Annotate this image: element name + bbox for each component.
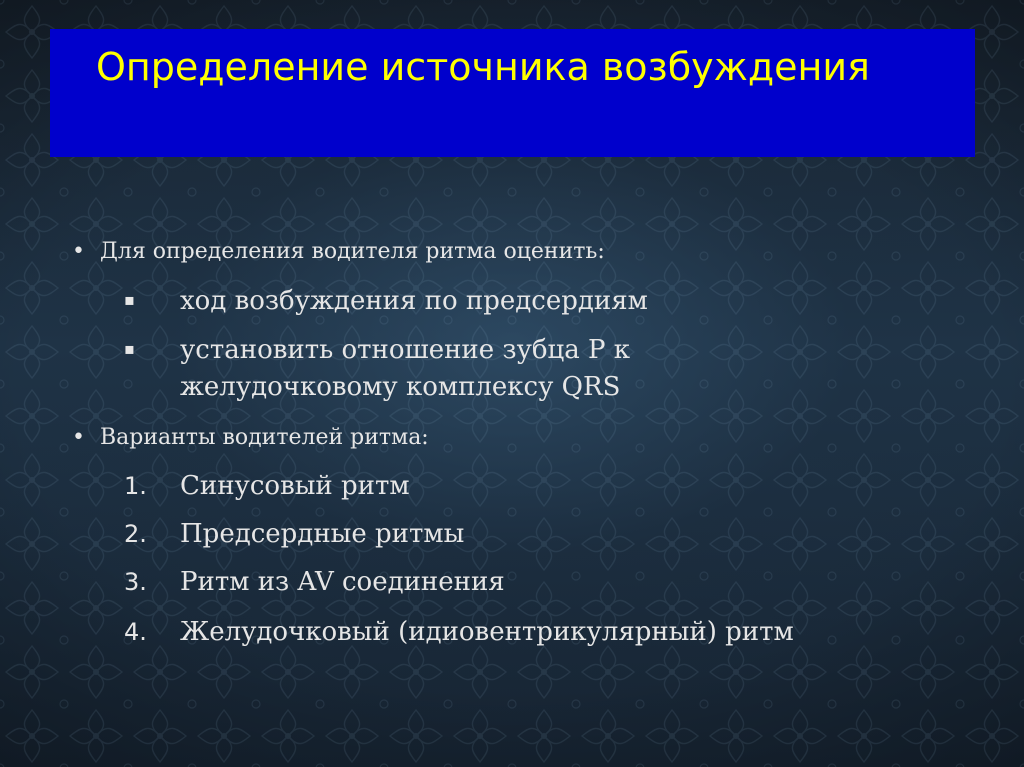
bullet-marker: •: [72, 239, 85, 264]
list-item-text: Предсердные ритмы: [180, 519, 465, 549]
bullet-item-pacemaker-variants: [72, 423, 429, 453]
sub-item-text: ход возбуждения по предсердиям: [180, 286, 648, 316]
list-item-text: Ритм из AV соединения: [180, 567, 505, 597]
numbered-item-av-junction-rhythm: [124, 564, 505, 600]
bullet-item-pacemaker-assessment: [72, 237, 605, 267]
numbered-item-atrial-rhythms: [124, 516, 464, 552]
numbered-item-sinus-rhythm: [124, 468, 410, 504]
bullet-marker: •: [72, 425, 85, 450]
bullet-text: Для определения водителя ритма оценить:: [100, 239, 605, 264]
slide-title: Определение источника возбуждения: [96, 45, 870, 89]
bullet-text: Варианты водителей ритма:: [100, 425, 429, 450]
list-number: 4.: [124, 618, 147, 646]
list-number: 3.: [124, 568, 147, 596]
list-number: 2.: [124, 520, 147, 548]
square-bullet-icon: ▪: [124, 290, 135, 309]
list-item-text: Синусовый ритм: [180, 471, 410, 501]
numbered-item-ventricular-rhythm: [124, 614, 794, 650]
sub-item-p-wave-relation: [124, 331, 630, 368]
sub-item-text: установить отношение зубца Р к: [180, 335, 631, 365]
list-number: 1.: [124, 472, 147, 500]
sub-item-atrial-conduction: [124, 282, 648, 319]
square-bullet-icon: ▪: [124, 339, 135, 358]
list-item-text: Желудочковый (идиовентрикулярный) ритм: [180, 617, 794, 647]
sub-item-continuation: желудочковому комплексу QRS: [180, 372, 621, 402]
